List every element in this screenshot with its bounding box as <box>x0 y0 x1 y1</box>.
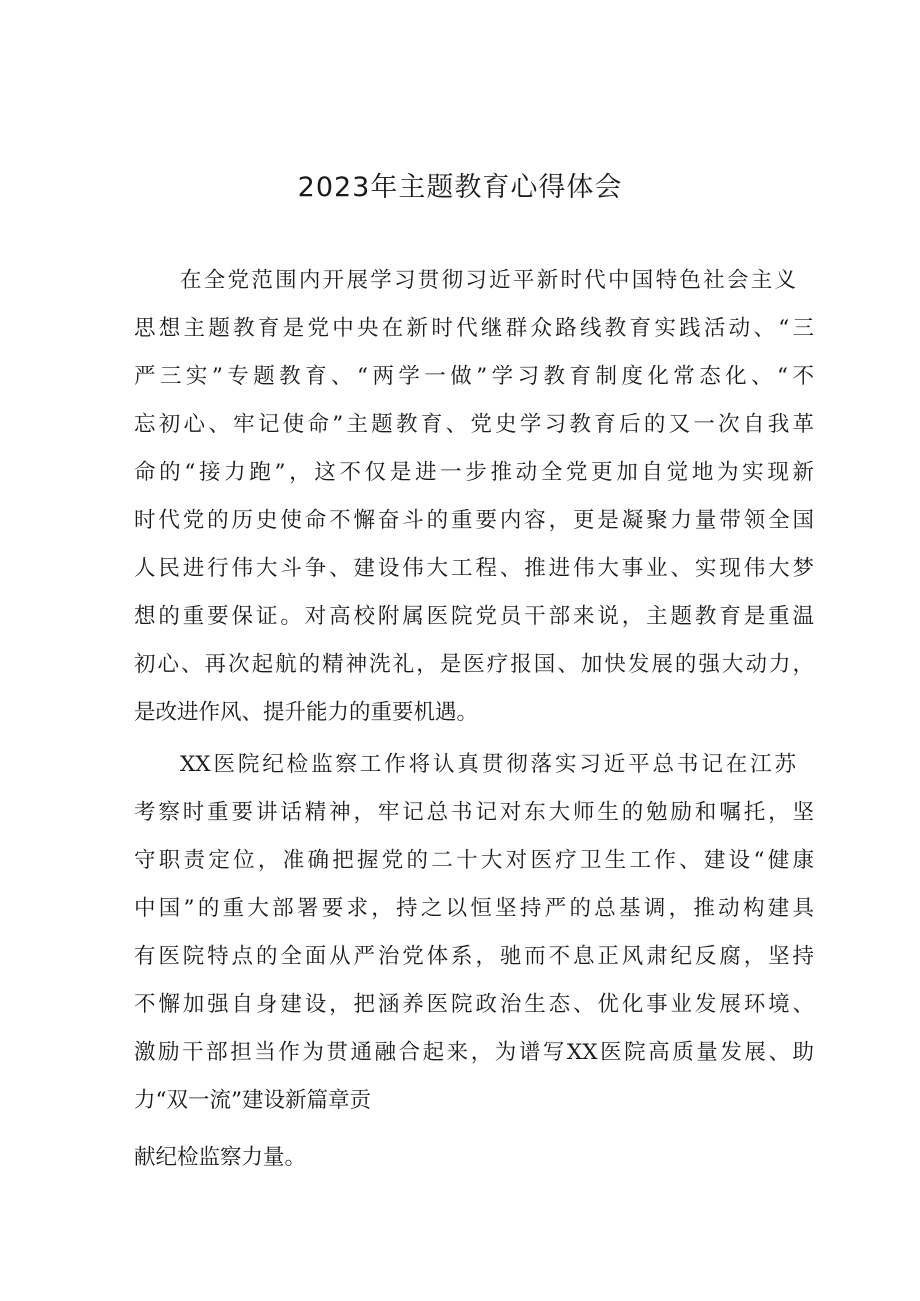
paragraph-2-line: 不懈加强自身建设，把涵养医院政治生态、优化事业发展环境、 <box>134 992 814 1017</box>
paragraph-2-line: 激励干部担当作为贯通融合起来，为谱写XX医院高质量发展、助 <box>134 1040 814 1065</box>
paragraph-1-line: 严三实”专题教育、“两学一做”学习教育制度化常态化、“不 <box>134 364 814 389</box>
paragraph-1-line: 在全党范围内开展学习贯彻习近平新时代中国特色社会主义 <box>180 268 796 293</box>
paragraph-2-line: 有医院特点的全面从严治党体系，驰而不息正风肃纪反腐，坚持 <box>134 944 814 969</box>
paragraph-2-line: XX医院纪检监察工作将认真贯彻落实习近平总书记在江苏 <box>180 752 796 777</box>
paragraph-2-line: 考察时重要讲话精神，牢记总书记对东大师生的勉励和嘱托，坚 <box>134 800 814 825</box>
paragraph-1-line: 时代党的历史使命不懈奋斗的重要内容，更是凝聚力量带领全国 <box>134 508 814 533</box>
paragraph-2-line: 守职责定位，准确把握党的二十大对医疗卫生工作、建设“健康 <box>134 848 814 873</box>
document-title: 2023年主题教育心得体会 <box>297 172 623 203</box>
paragraph-2-line: 力“双一流”建设新篇章贡 <box>134 1088 371 1113</box>
paragraph-1-line: 想的重要保证。对高校附属医院党员干部来说，主题教育是重温 <box>134 604 814 629</box>
trailing-line: 献纪检监察力量。 <box>134 1145 307 1170</box>
paragraph-1-line: 命的“接力跑”，这不仅是进一步推动全党更加自觉地为实现新 <box>134 460 814 485</box>
paragraph-1-line: 初心、再次起航的精神洗礼，是医疗报国、加快发展的强大动力， <box>134 652 814 677</box>
paragraph-1-line: 是改进作风、提升能力的重要机遇。 <box>134 700 479 725</box>
paragraph-1-line: 思想主题教育是党中央在新时代继群众路线教育实践活动、“三 <box>134 316 814 341</box>
paragraph-2-line: 中国”的重大部署要求，持之以恒坚持严的总基调，推动构建具 <box>134 896 814 921</box>
paragraph-1-line: 忘初心、牢记使命”主题教育、党史学习教育后的又一次自我革 <box>134 412 814 437</box>
paragraph-1-line: 人民进行伟大斗争、建设伟大工程、推进伟大事业、实现伟大梦 <box>134 556 814 581</box>
